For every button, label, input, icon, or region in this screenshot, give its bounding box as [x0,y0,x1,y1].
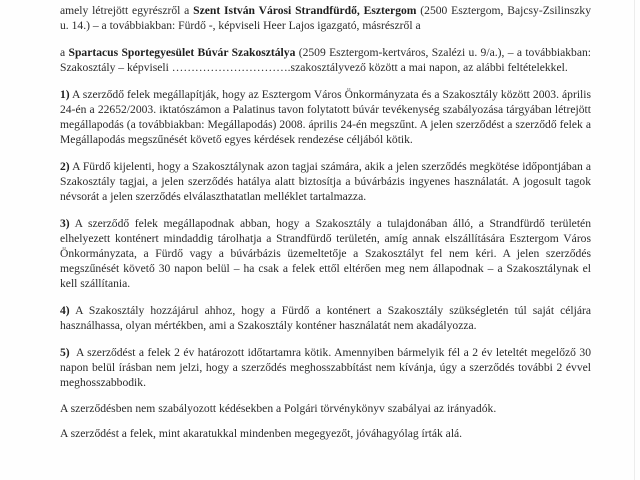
spacer [60,416,591,426]
clause-4 [60,303,591,333]
intro-party1-paragraph [60,3,591,33]
clause-2 [60,159,591,204]
clause-1 [60,87,591,147]
closing-governing-law: A szerződésben nem szabályozott kédésekben a Polgári törvénykönyv szabályai az irányadók. [60,402,497,415]
contract-body [60,3,594,441]
scan-edge-line [634,0,635,480]
spacer [60,291,591,303]
clause-number: 3) [60,217,70,230]
clause-number: 5) [60,346,70,359]
intro-party2-paragraph [60,45,591,75]
party2-prefix: a [60,46,69,59]
clause-text: A Fürdő kijelenti, hogy a Szakosztálynak azon tagjai számára, akik a jelen szerződés megkötése időpontjában a Szakosztály tagjai, a jelen szerződés hatálya alatt biztosítja a búvárbázis ingyenes használatát. A jogosult tagok névsorát a jelen szerződés elválaszthatatlan melléklet tartalmazza. [60,160,591,203]
spacer [60,333,591,345]
party2-details: (2509 Esztergom-kertváros, Szalézi u. 9/a.), – a továbbiakban: Szakosztály – képviseli ………………………….szakosztályvező között a mai napon, az alábbi feltételekkel. [60,46,592,74]
clause-text: A szerződő felek megállapítják, hogy az Esztergom Város Önkormányzata és a Szakosztály között 2003. április 24-én a 22652/2003. iktatószámon a Palatinus tavon folytatott búvár tevékenység szabályozása tárgyában létrejött megállapodás (a továbbiakban: Megállapodás) 2008. április 24-én megszűnt. A jelen szerződést a szerződő felek a Megállapodás megszűnését követő egyes kérdések rendezése céljából kötik. [60,88,591,146]
spacer [60,75,591,87]
spacer [60,390,591,401]
spacer [60,204,591,216]
intro-prefix: amely létrejött egyrészről a [60,4,194,17]
clause-text: A szerződő felek megállapodnak abban, hogy a Szakosztály a tulajdonában álló, a Strandfürdő területén elhelyezett konténert mindaddig tárolhatja a Strandfürdő területén, amíg annak elszállítására Esztergom Város Önkormányzata, a Fürdő vagy a búvárbázis üzemeltetője a Szakosztályt fel nem kéri. A jelen szerződés megszűnését követő 30 napon belül – ha csak a felek ettől eltérően meg nem állapodnak – a Szakosztálynak el kell szállítania. [60,217,591,290]
clause-5 [60,345,594,390]
party2-name: Spartacus Sportegyesület Búvár Szakosztálya [68,46,296,59]
party1-details: (2500 Esztergom, Bajcsy-Zsilinszky u. 14.) – a továbbiakban: Fürdő -, képviseli Heer Lajos igazgató, másrészről a [60,4,591,32]
clause-number: 2) [60,160,70,173]
party1-name: Szent István Városi Strandfürdő, Esztergom [193,4,417,17]
spacer [60,33,591,45]
clause-text: A Szakosztály hozzájárul ahhoz, hogy a Fürdő a konténert a Szakosztály szükségletén túl saját céljára használhassa, olyan mértékben, ami a Szakosztály konténer használatát nem akadályozza. [60,304,591,332]
clause-text: A szerződést a felek 2 év határozott időtartamra kötik. Amennyiben bármelyik fél a 2 év leteltét megelőző 30 napon belül írásban nem jelzi, hogy a szerződés meghosszabbítást nem kívánja, úgy a szerződés további 2 évvel meghosszabbodik. [60,346,594,389]
closing-signature-statement: A szerződést a felek, mint akaratukkal mindenben megegyezőt, jóváhagyólag írták alá. [60,427,463,440]
clause-3 [60,216,591,291]
clause-number: 4) [60,304,70,317]
spacer [60,147,591,159]
clause-number: 1) [60,88,70,101]
